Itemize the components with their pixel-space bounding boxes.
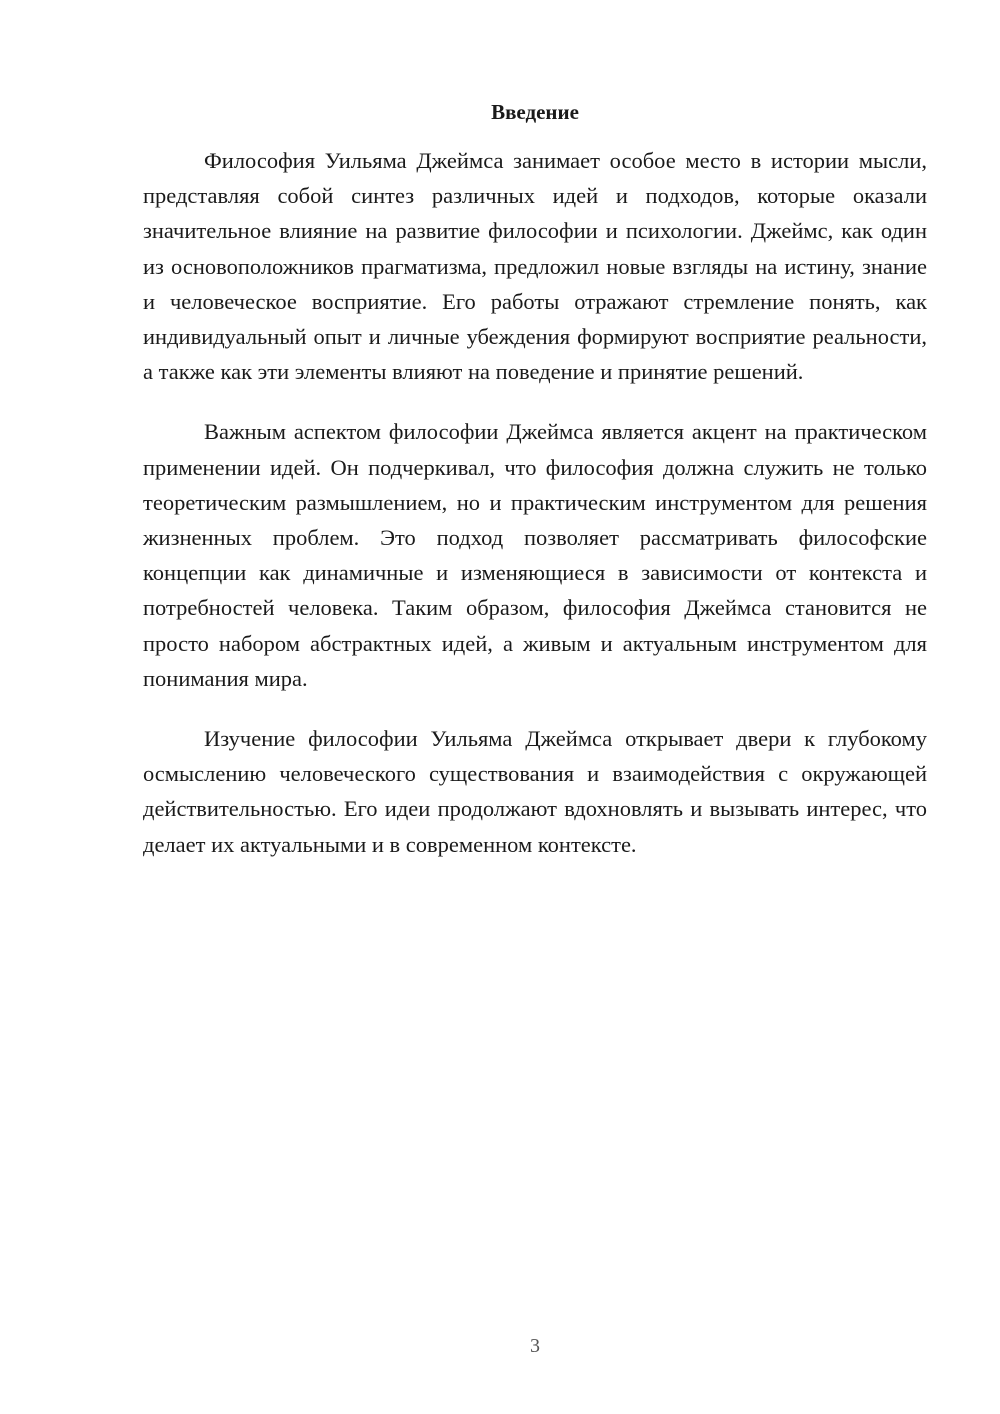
page-number: 3 [530,1335,540,1357]
paragraph-1: Философия Уильяма Джеймса занимает особое место в истории мысли, представляя собой синтез различных идей и подходов, которые оказали значительное влияние на развитие философии и психологии. Джеймс, как один из основоположников прагматизма, предложил новые взгляды на истину, знание и человеческое восприятие. Его работы отражают стремление понять, как индивидуальный опыт и личные убеждения формируют восприятие реальности, а также как эти элементы влияют на поведение и принятие решений. [143,148,927,385]
section-heading: Введение [491,100,579,124]
body-text [143,143,927,887]
paragraph-3: Изучение философии Уильяма Джеймса открывает двери к глубокому осмыслению человеческого существования и взаимодействия с окружающей действительностью. Его идеи продолжают вдохновлять и вызывать интерес, что делает их актуальными и в современном контексте. [143,726,927,857]
paragraph-2: Важным аспектом философии Джеймса является акцент на практическом применении идей. Он подчеркивал, что философия должна служить не только теоретическим размышлением, но и практическим инструментом для решения жизненных проблем. Это подход позволяет рассматривать философские концепции как динамичные и изменяющиеся в зависимости от контекста и потребностей человека. Таким образом, философия Джеймса становится не просто набором абстрактных идей, а живым и актуальным инструментом для понимания мира. [143,419,927,691]
